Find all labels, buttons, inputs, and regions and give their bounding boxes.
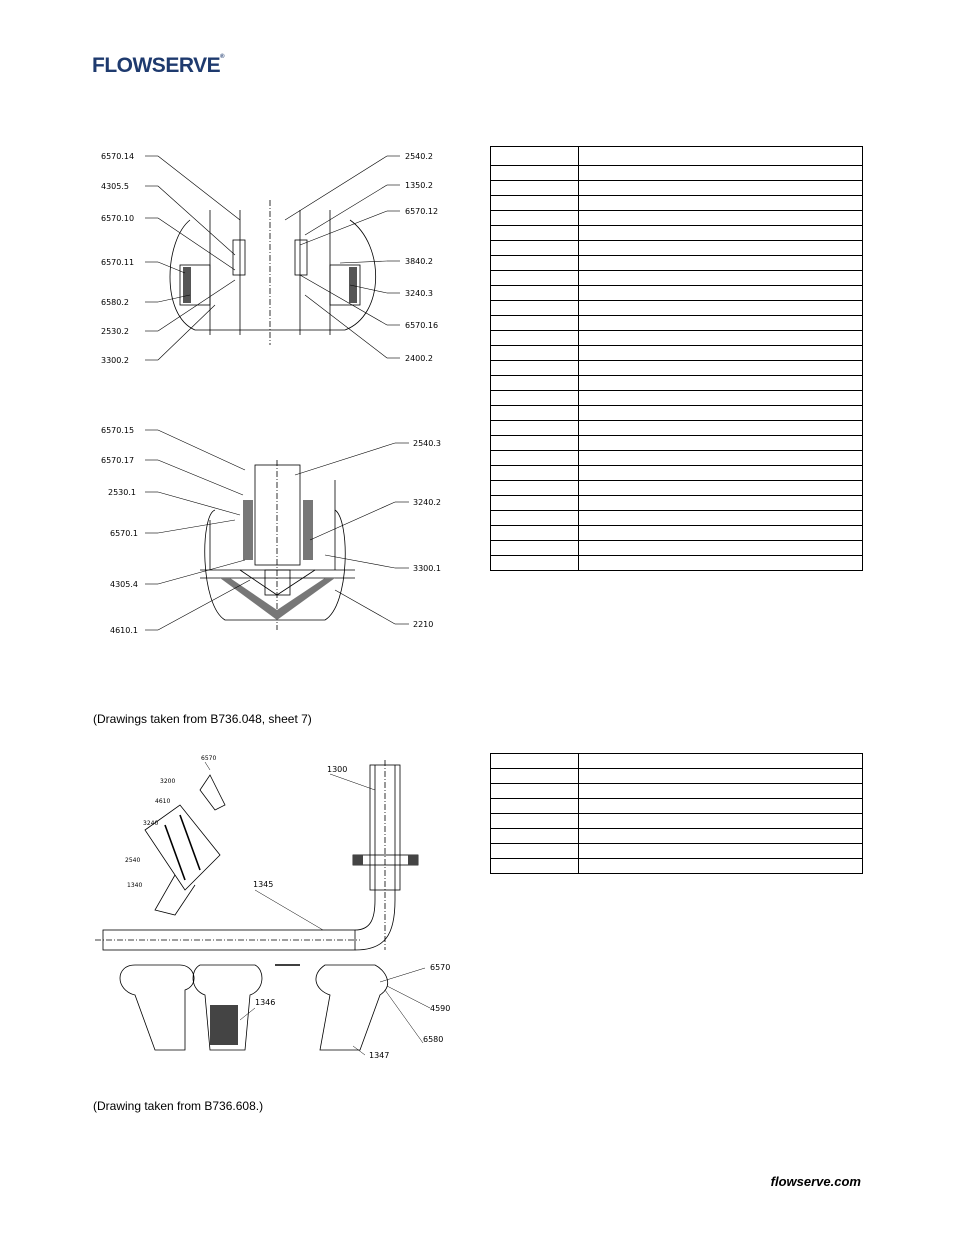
table-cell bbox=[491, 301, 579, 316]
table-cell bbox=[579, 286, 863, 301]
table-row bbox=[491, 256, 863, 271]
table-cell bbox=[491, 496, 579, 511]
table-cell bbox=[491, 754, 579, 769]
callout-label: 2530.2 bbox=[101, 327, 129, 336]
table-cell bbox=[491, 769, 579, 784]
table-cell bbox=[579, 784, 863, 799]
table-cell bbox=[579, 271, 863, 286]
callout-label: 6570 bbox=[430, 963, 451, 972]
callout-label: 3240.3 bbox=[405, 289, 433, 298]
callout-label: 1300 bbox=[327, 765, 348, 774]
table-cell bbox=[491, 784, 579, 799]
table-cell bbox=[491, 361, 579, 376]
callout-label: 3300.2 bbox=[101, 356, 129, 365]
callout-label: 4610 bbox=[155, 798, 171, 805]
table-row bbox=[491, 226, 863, 241]
callout-label: 2210 bbox=[413, 620, 434, 629]
table-cell bbox=[491, 166, 579, 181]
table-cell bbox=[579, 181, 863, 196]
table-cell bbox=[491, 451, 579, 466]
table-cell bbox=[579, 406, 863, 421]
table-row bbox=[491, 166, 863, 181]
table-cell bbox=[491, 316, 579, 331]
table-row bbox=[491, 406, 863, 421]
table-cell bbox=[579, 361, 863, 376]
table-row bbox=[491, 211, 863, 226]
seal-upper-section-drawing bbox=[95, 145, 455, 370]
table-cell bbox=[579, 754, 863, 769]
table-row bbox=[491, 331, 863, 346]
table-row bbox=[491, 271, 863, 286]
callout-label: 3200 bbox=[160, 778, 176, 785]
table-cell bbox=[491, 814, 579, 829]
table-cell bbox=[579, 196, 863, 211]
table-cell bbox=[579, 376, 863, 391]
table-cell bbox=[491, 421, 579, 436]
table-cell bbox=[491, 511, 579, 526]
parts-list-table bbox=[490, 146, 863, 571]
callout-label: 6570.12 bbox=[405, 207, 439, 216]
piping-parts-table bbox=[490, 753, 863, 874]
table-cell bbox=[491, 286, 579, 301]
table-cell bbox=[491, 526, 579, 541]
table-cell bbox=[491, 844, 579, 859]
seal-upper-section-svg bbox=[95, 145, 455, 370]
table-cell bbox=[579, 436, 863, 451]
callout-label: 3240.2 bbox=[413, 498, 441, 507]
callout-label: 2540.3 bbox=[413, 439, 441, 448]
callout-label: 1346 bbox=[255, 998, 276, 1007]
table-header-row bbox=[491, 147, 863, 166]
table-cell bbox=[579, 541, 863, 556]
table-row bbox=[491, 829, 863, 844]
table-cell bbox=[491, 799, 579, 814]
table-row bbox=[491, 859, 863, 874]
table-cell bbox=[579, 331, 863, 346]
table-cell bbox=[579, 466, 863, 481]
table-row bbox=[491, 511, 863, 526]
table-cell bbox=[579, 829, 863, 844]
table-row bbox=[491, 361, 863, 376]
callout-label: 2400.2 bbox=[405, 354, 433, 363]
callout-label: 6570.11 bbox=[101, 258, 135, 267]
table-cell bbox=[491, 376, 579, 391]
table-cell bbox=[579, 211, 863, 226]
table-cell bbox=[491, 331, 579, 346]
table-cell bbox=[579, 496, 863, 511]
table-cell bbox=[491, 226, 579, 241]
callout-label: 1340 bbox=[127, 882, 143, 889]
table-row bbox=[491, 301, 863, 316]
seal-lower-section-drawing bbox=[95, 420, 455, 640]
table-cell bbox=[491, 436, 579, 451]
table-cell bbox=[579, 481, 863, 496]
table-cell bbox=[579, 241, 863, 256]
callout-label: 6570.1 bbox=[110, 529, 138, 538]
table-cell bbox=[491, 466, 579, 481]
table-cell bbox=[579, 844, 863, 859]
registered-mark: ® bbox=[220, 54, 225, 60]
table-cell bbox=[579, 147, 863, 166]
piping-assembly-svg bbox=[95, 750, 460, 1065]
table-cell bbox=[579, 346, 863, 361]
table-cell bbox=[579, 166, 863, 181]
table-cell bbox=[491, 406, 579, 421]
table-row bbox=[491, 421, 863, 436]
callout-label: 6570.10 bbox=[101, 214, 135, 223]
callout-label: 4305.5 bbox=[101, 182, 129, 191]
table-cell bbox=[491, 481, 579, 496]
callout-label: 1347 bbox=[369, 1051, 390, 1060]
callout-label: 2530.1 bbox=[108, 488, 136, 497]
table-cell bbox=[491, 211, 579, 226]
callout-label: 3240 bbox=[143, 820, 159, 827]
callout-label: 6570 bbox=[201, 755, 217, 762]
callout-label: 6570.14 bbox=[101, 152, 135, 161]
table-cell bbox=[579, 226, 863, 241]
callout-label: 6580.2 bbox=[101, 298, 129, 307]
table-cell bbox=[579, 859, 863, 874]
table-row bbox=[491, 346, 863, 361]
flowserve-logo bbox=[92, 54, 224, 78]
drawing-caption: (Drawing taken from B736.608.) bbox=[93, 1099, 264, 1113]
table-cell bbox=[491, 181, 579, 196]
table-cell bbox=[579, 769, 863, 784]
table-cell bbox=[579, 814, 863, 829]
table-cell bbox=[491, 196, 579, 211]
seal-lower-section-svg bbox=[95, 420, 455, 640]
logo-text: FLOWSERVE bbox=[92, 54, 221, 77]
table-cell bbox=[579, 556, 863, 571]
table-cell bbox=[579, 301, 863, 316]
table-cell bbox=[491, 829, 579, 844]
callout-label: 6570.16 bbox=[405, 321, 439, 330]
callout-label: 2540 bbox=[125, 857, 141, 864]
table-row bbox=[491, 814, 863, 829]
table-cell bbox=[491, 391, 579, 406]
table-row bbox=[491, 466, 863, 481]
table-cell bbox=[491, 541, 579, 556]
callout-label: 2540.2 bbox=[405, 152, 433, 161]
table-row bbox=[491, 181, 863, 196]
table-row bbox=[491, 241, 863, 256]
callout-label: 1350.2 bbox=[405, 181, 433, 190]
table-row bbox=[491, 799, 863, 814]
table-row bbox=[491, 316, 863, 331]
table-cell bbox=[491, 859, 579, 874]
table-cell bbox=[491, 256, 579, 271]
table-cell bbox=[491, 241, 579, 256]
drawing-caption: (Drawings taken from B736.048, sheet 7) bbox=[93, 712, 312, 726]
table-row bbox=[491, 391, 863, 406]
table-row bbox=[491, 481, 863, 496]
table-row bbox=[491, 451, 863, 466]
table-row bbox=[491, 541, 863, 556]
table-row bbox=[491, 769, 863, 784]
table-cell bbox=[579, 799, 863, 814]
callout-label: 6570.17 bbox=[101, 456, 135, 465]
table-row bbox=[491, 286, 863, 301]
table-row bbox=[491, 526, 863, 541]
callout-label: 3840.2 bbox=[405, 257, 433, 266]
table-row bbox=[491, 784, 863, 799]
callout-label: 6570.15 bbox=[101, 426, 135, 435]
callout-label: 3300.1 bbox=[413, 564, 441, 573]
table-row bbox=[491, 376, 863, 391]
table-row bbox=[491, 436, 863, 451]
callout-label: 4590 bbox=[430, 1004, 451, 1013]
table-cell bbox=[579, 451, 863, 466]
table-header-row bbox=[491, 754, 863, 769]
table-cell bbox=[491, 346, 579, 361]
table-cell bbox=[491, 271, 579, 286]
table-cell bbox=[579, 511, 863, 526]
table-cell bbox=[491, 147, 579, 166]
table-cell bbox=[579, 256, 863, 271]
callout-label: 1345 bbox=[253, 880, 274, 889]
footer-website: flowserve.com bbox=[770, 1174, 861, 1189]
table-cell bbox=[491, 556, 579, 571]
table-cell bbox=[579, 526, 863, 541]
table-cell bbox=[579, 316, 863, 331]
table-row bbox=[491, 496, 863, 511]
table-row bbox=[491, 556, 863, 571]
table-row bbox=[491, 844, 863, 859]
table-cell bbox=[579, 421, 863, 436]
table-cell bbox=[579, 391, 863, 406]
callout-label: 4610.1 bbox=[110, 626, 138, 635]
table-row bbox=[491, 196, 863, 211]
callout-label: 4305.4 bbox=[110, 580, 138, 589]
callout-label: 6580 bbox=[423, 1035, 444, 1044]
piping-assembly-drawing bbox=[95, 750, 460, 1065]
